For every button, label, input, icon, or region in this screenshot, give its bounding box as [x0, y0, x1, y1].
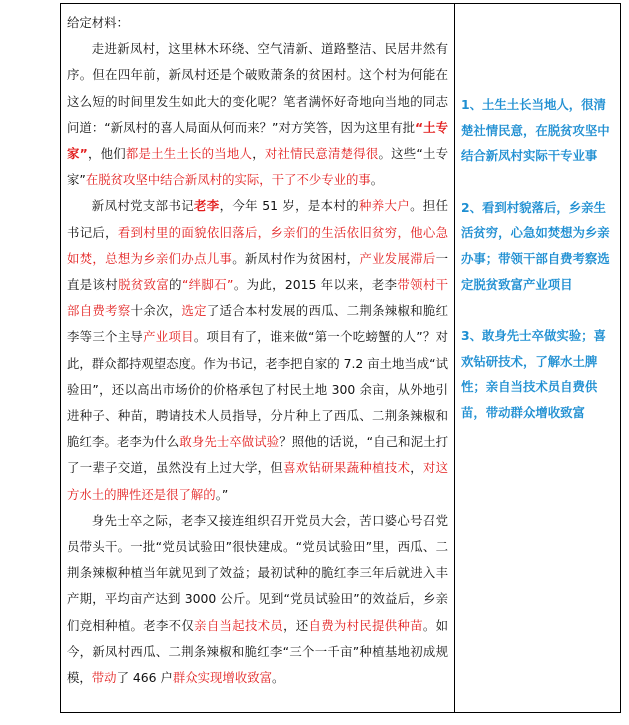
- material-paragraph: [67, 36, 448, 193]
- highlighted-text: 老李: [194, 198, 220, 214]
- highlighted-text: 带动: [91, 670, 117, 686]
- highlighted-text: 产业项目: [143, 329, 194, 345]
- notes-column: [455, 4, 620, 712]
- note-2: 2、看到村貌落后，乡亲生活贫穷，心急如焚想为乡亲办事；带领干部自费考察选定脱贫致富产业项目: [461, 199, 610, 292]
- text-run: ，: [252, 146, 265, 162]
- highlighted-text: 种养大户: [358, 198, 411, 214]
- highlighted-text: 带领村干部自费考察: [67, 277, 449, 319]
- text-run: ，还: [283, 617, 309, 633]
- highlighted-text: 对这方水土的脾性还是很了解的: [67, 460, 449, 502]
- highlighted-text: “绊脚石”: [181, 277, 234, 293]
- highlighted-text: 看到村里的面貌依旧落后，乡亲们的生活依旧贫穷，他心急如焚，总想为乡亲们办点儿事: [67, 224, 449, 266]
- highlighted-text: 脱贫致富: [118, 277, 170, 293]
- text-run: 身先士卒之际，老李又接连组织召开党员大会，苦口婆心号召党员带头干。一批“党员试验田”很快建成。“党员试验田”里，西瓜、二荆条辣椒种植当年就见到了效益；最初试种的脆红李三年后就进入丰产期，平均亩产达到 3000 公斤。见到“党员试验田”的效益后，乡亲们竞相种植。老李不仅: [67, 512, 448, 633]
- highlighted-text: 喜欢钻研果蔬种植技术: [283, 460, 411, 476]
- text-run: ，今年 51 岁，是本村的: [219, 198, 359, 214]
- material-table: [60, 3, 621, 713]
- highlighted-text: 都是土生土长的当地人: [125, 146, 253, 162]
- text-run: 。为此，2015 年以来，老李: [233, 277, 398, 293]
- text-run: 。: [272, 670, 285, 686]
- material-paragraph: [67, 193, 448, 507]
- material-paragraph: [67, 508, 448, 691]
- note-1: 1、土生土长当地人，很清楚社情民意，在脱贫攻坚中结合新凤村实际干专业事: [461, 97, 610, 164]
- text-run: 。项目有了，谁来做“第一个吃螃蟹的人”？对此，群众都持观望态度。作为书记，老李把自家的 7.2 亩土地当成“试验田”，还以高出市场价的价格承包了村民土地 300 余亩，从外地引进种子、种苗，聘请技术人员指导，分片种上了西瓜、二荆条辣椒和脆红李。老李为什么: [67, 329, 449, 450]
- text-run: 。这些“土专家”: [67, 146, 449, 188]
- highlighted-text: 亲自当起技术员: [194, 617, 284, 633]
- text-run: 。新凤村作为贫困村，: [232, 250, 360, 266]
- text-run: 。担任书记后，: [67, 198, 449, 240]
- highlighted-text: 选定: [181, 303, 207, 319]
- material-title: 给定材料：: [67, 15, 129, 30]
- text-run: 了 466 户: [116, 670, 173, 686]
- highlighted-text: 群众实现增收致富: [172, 670, 272, 686]
- text-run: ，他们: [87, 146, 126, 162]
- text-run: 。: [370, 172, 384, 188]
- highlighted-text: 在脱贫攻坚中结合新凤村的实际，干了不少专业的事: [85, 172, 371, 188]
- text-run: ，: [410, 460, 423, 476]
- text-run: 了适合本村发展的西瓜、二荆条辣椒和脆红李等三个主导: [67, 303, 449, 345]
- highlighted-text: “土专家”: [67, 119, 448, 162]
- material-column: [61, 4, 455, 712]
- highlighted-text: 产业发展滞后: [359, 250, 436, 266]
- highlighted-text: 对社情民意清楚得很: [264, 146, 379, 162]
- text-run: 走进新凤村，这里林木环绕、空气清新、道路整洁、民居井然有序。但在四年前，新凤村还是个破败萧条的贫困村。这个村为何能在这么短的时间里发生如此大的变化呢？笔者满怀好奇地向当地的同志问道：“新凤村的喜人局面从何而来？”对方笑答，因为这里有批: [67, 41, 448, 135]
- text-run: ？照他的话说，“自己和泥土打了一辈子交道，虽然没有上过大学，但: [67, 434, 449, 476]
- highlighted-text: 敢身先士卒做试验: [179, 434, 280, 450]
- text-run: 。如今，新凤村西瓜、二荆条辣椒和脆红李“三个一千亩”种植基地初成规模，: [67, 617, 449, 686]
- highlighted-text: 自费为村民提供种苗: [308, 617, 423, 633]
- text-run: 。”: [215, 486, 229, 502]
- text-run: 新凤村党支部书记: [91, 198, 195, 214]
- text-run: 十余次，: [130, 303, 182, 319]
- text-run: 一直是该村: [67, 250, 449, 293]
- note-3: 3、敢身先士卒做实验；喜欢钻研技术，了解水土脾性；亲自当技术员自费供苗，带动群众增收致富: [461, 328, 606, 420]
- text-run: 的: [169, 277, 182, 293]
